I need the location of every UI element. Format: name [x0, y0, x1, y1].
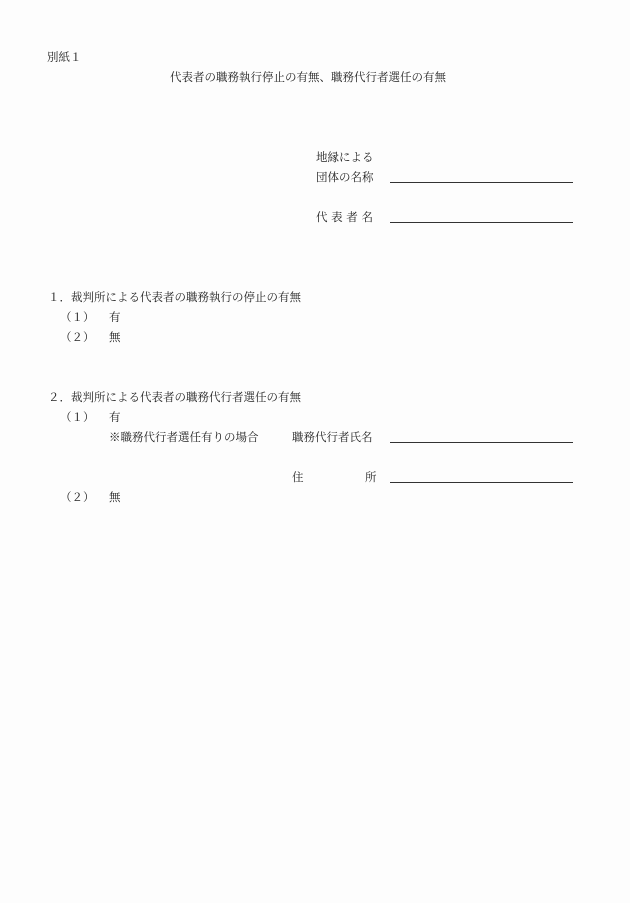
annex-label: 別紙１	[47, 50, 82, 64]
section1-option2-number: （２）	[60, 330, 95, 344]
section1-heading: １．裁判所による代表者の職務執行の停止の有無	[48, 290, 301, 304]
agent-address-label-part1: 住	[292, 470, 304, 484]
agent-name-field[interactable]	[390, 442, 573, 443]
section1-option2-text: 無	[109, 330, 121, 344]
section2-heading: ２．裁判所による代表者の職務代行者選任の有無	[48, 390, 301, 404]
representative-name-label: 代 表 者 名	[316, 210, 373, 224]
org-name-field[interactable]	[390, 182, 573, 183]
section2-option1-number: （１）	[60, 410, 95, 424]
section2-option2-number: （２）	[60, 490, 95, 504]
org-name-label-line1: 地縁による	[316, 150, 374, 164]
section1-option1-text: 有	[109, 310, 121, 324]
representative-name-field[interactable]	[390, 222, 573, 223]
section1-option1-number: （１）	[60, 310, 95, 324]
agent-selected-note: ※職務代行者選任有りの場合	[109, 430, 259, 444]
document-title: 代表者の職務執行停止の有無、職務代行者選任の有無	[170, 70, 446, 84]
section2-option1-text: 有	[109, 410, 121, 424]
agent-name-label: 職務代行者氏名	[292, 430, 373, 444]
org-name-label-line2: 団体の名称	[316, 170, 374, 184]
section2-option2-text: 無	[109, 490, 121, 504]
agent-address-label-part2: 所	[365, 470, 377, 484]
agent-address-field[interactable]	[390, 482, 573, 483]
